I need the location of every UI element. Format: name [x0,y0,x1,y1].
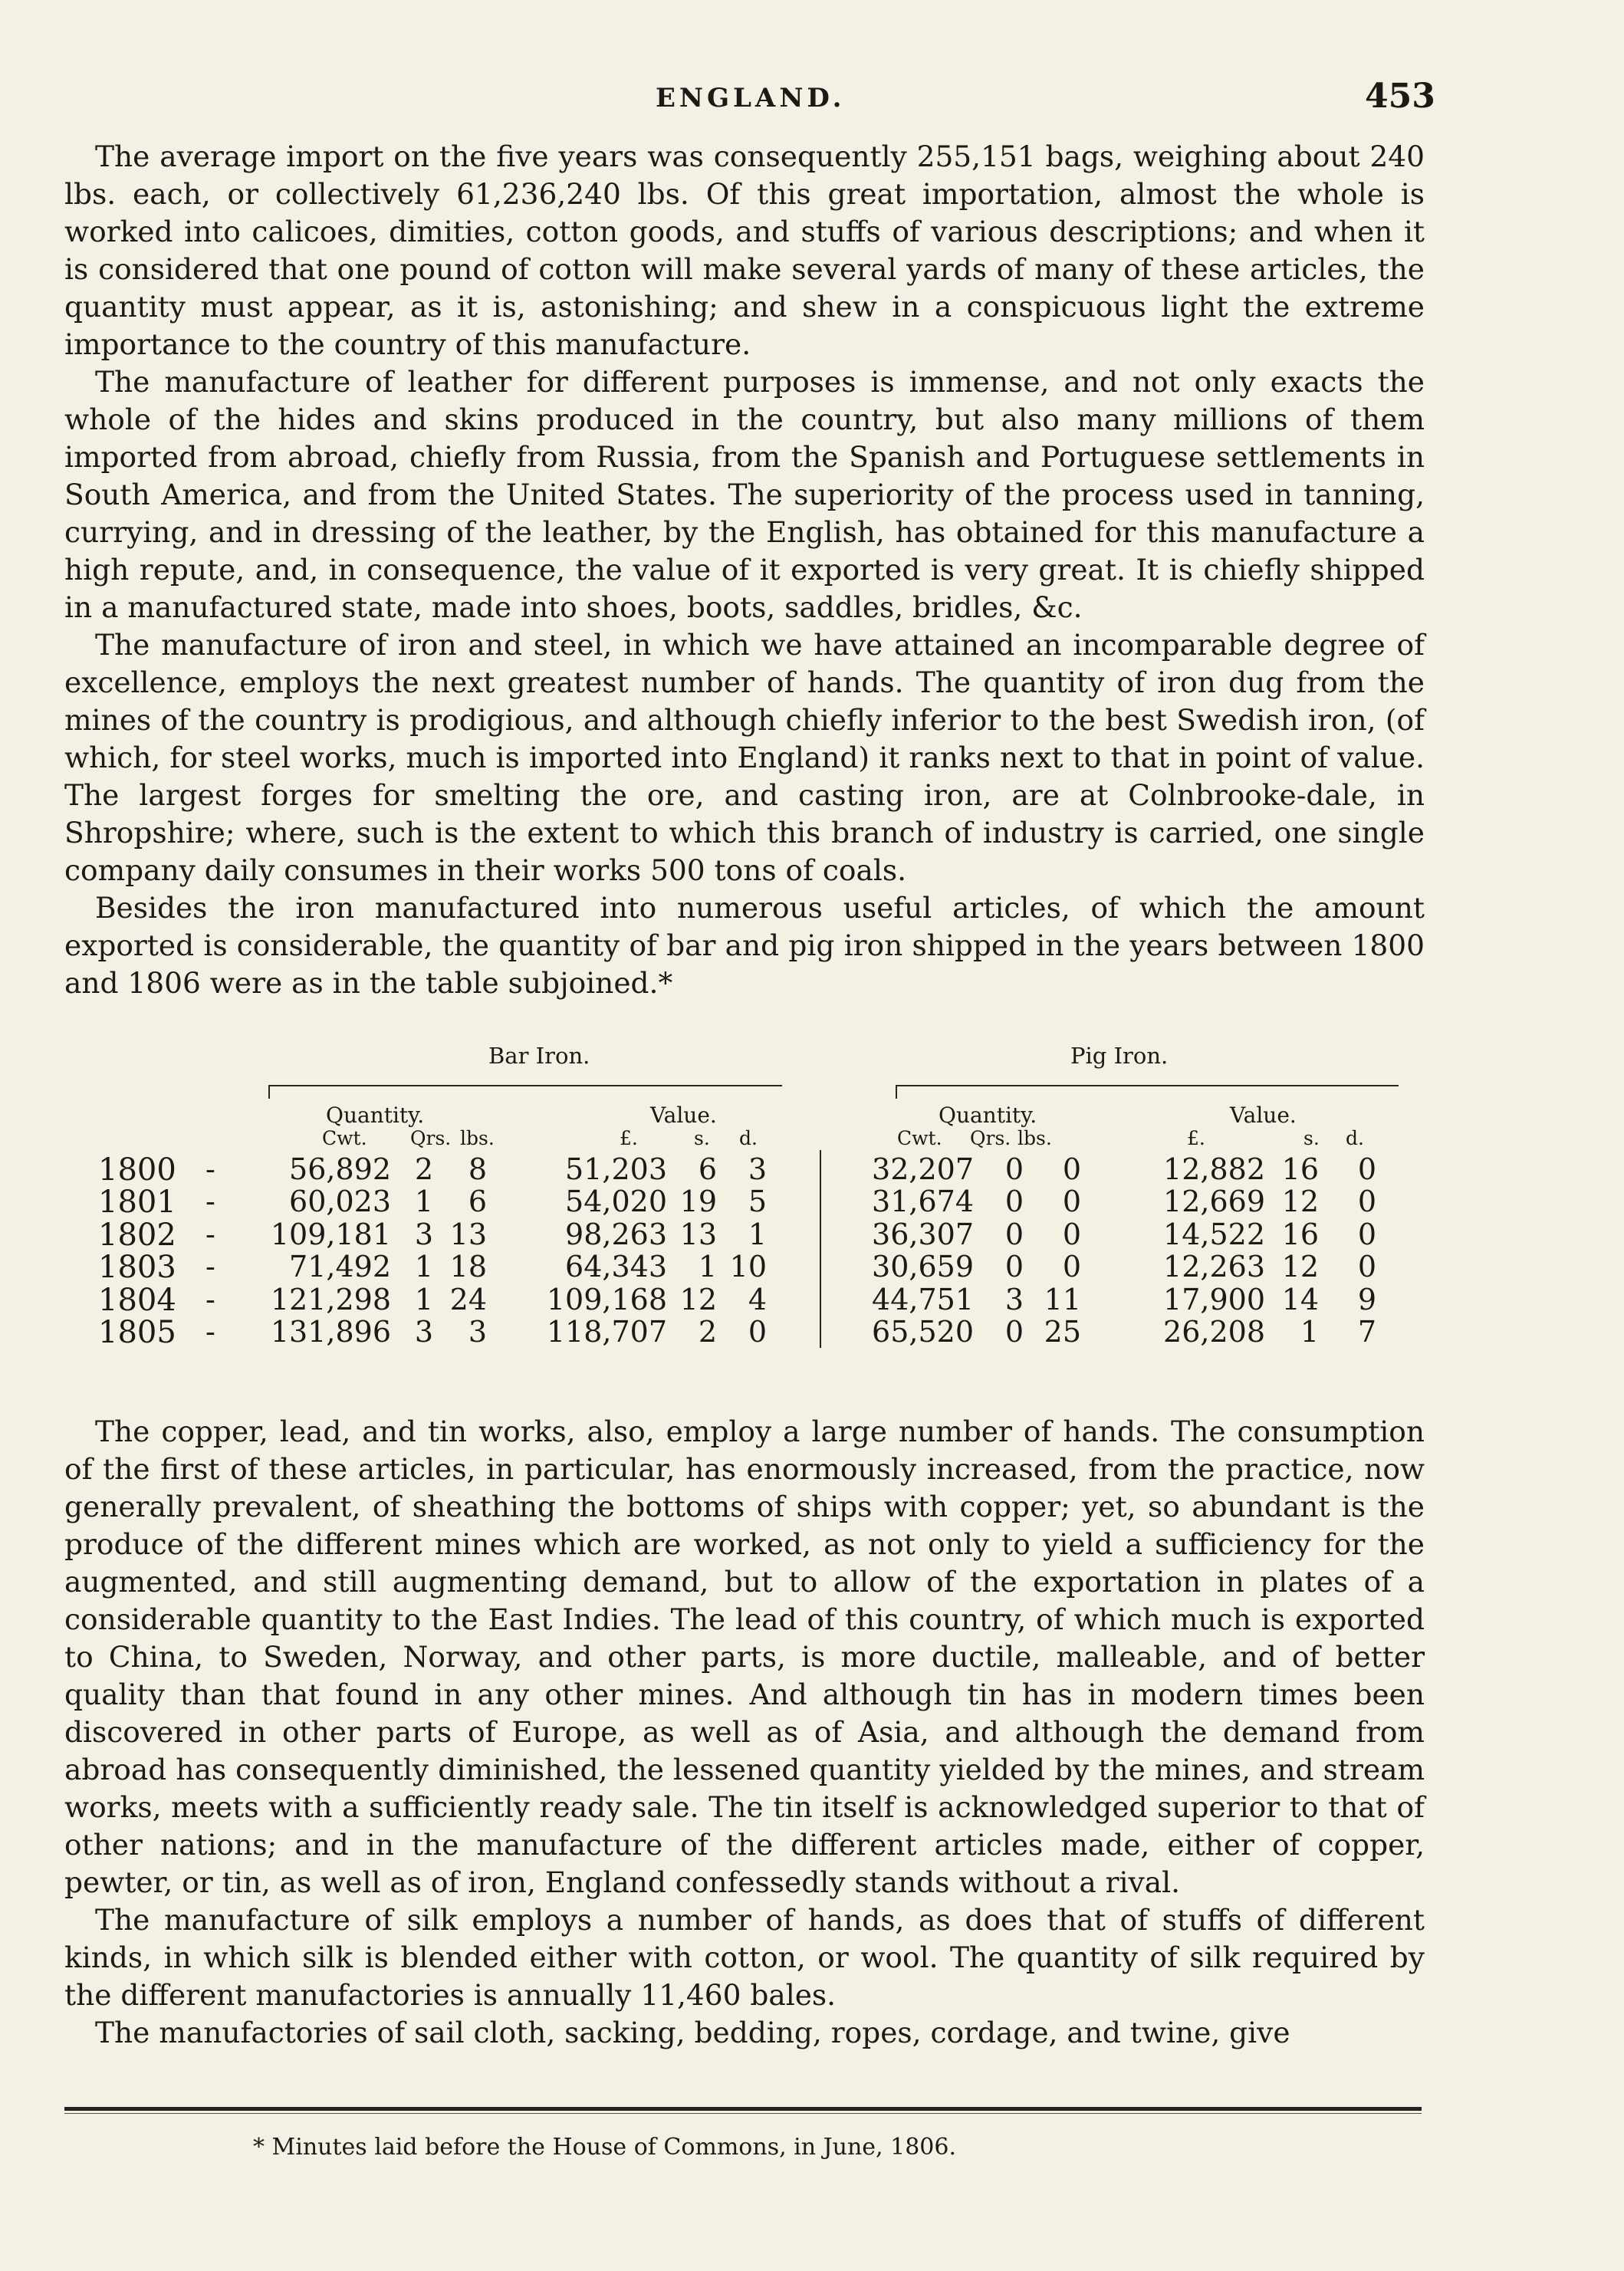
pig-qrs-cell: 0 [1004,1315,1024,1349]
bar-lbs-cell: 18 [449,1250,487,1284]
bar-cwt-cell: 56,892 [289,1152,391,1186]
pig-lbs-cell: 0 [1062,1217,1081,1251]
bar-shillings-cell: 13 [679,1217,717,1251]
footnote-rule [64,2107,1422,2111]
bar-qrs-cell: 2 [414,1152,433,1186]
bar-pence-cell: 0 [748,1315,767,1349]
bar-pounds-cell: 51,203 [565,1152,667,1186]
unit-cwt: Cwt. [322,1127,367,1149]
pig-pence-cell: 0 [1357,1185,1376,1219]
pig-value-heading: Value. [1230,1103,1297,1128]
paragraph: The manufacture of leather for different purposes is immense, and not only exacts the whole of the hides and skins produced in the country, but also many millions of them imported from abroad, chiefly from Russia, from the Spanish and Portuguese settlements in South America, and from the United States. The superiority of the process used in tanning, currying, and in dressing of the leather, by the English, has obtained for this manufacture a high repute, and, in consequence, the value of it exported is very great. It is chiefly shipped in a manufactured state, made into shoes, boots, saddles, bridles, &c. [64,365,1425,624]
unit-qrs: Qrs. [970,1127,1011,1149]
pig-qrs-cell: 0 [1004,1185,1024,1219]
brace-end [896,1085,909,1099]
dash-cell: - [205,1217,215,1251]
year-cell: 1805 [98,1315,176,1350]
unit-lbs: lbs. [1017,1127,1052,1149]
bar-lbs-cell: 13 [449,1217,487,1251]
pig-qrs-cell: 3 [1004,1282,1024,1316]
bar-shillings-cell: 19 [679,1185,717,1219]
pig-lbs-cell: 0 [1062,1250,1081,1284]
pig-lbs-cell: 0 [1062,1185,1081,1219]
pig-shillings-cell: 12 [1281,1185,1319,1219]
pig-shillings-cell: 12 [1281,1250,1319,1284]
pig-qrs-cell: 0 [1004,1250,1024,1284]
pig-pounds-cell: 14,522 [1163,1217,1265,1251]
pig-lbs-cell: 0 [1062,1152,1081,1186]
unit-pence: d. [739,1127,758,1149]
bar-lbs-cell: 24 [449,1282,487,1316]
footnote: * Minutes laid before the House of Commons, in June, 1806. [253,2134,956,2161]
bar-lbs-cell: 8 [468,1152,487,1186]
paragraph: Besides the iron manufactured into numerous useful articles, of which the amount exported is considerable, the quantity of bar and pig iron shipped in the years between 1800 and 1806 were as in the table subjoined.* [64,891,1425,1000]
page-number: 453 [1365,77,1435,116]
year-cell: 1801 [98,1185,176,1221]
bar-shillings-cell: 1 [698,1250,717,1284]
unit-pounds: £. [620,1127,638,1149]
bar-cwt-cell: 131,896 [270,1315,391,1349]
footnote-rule-thin [64,2113,1422,2114]
bar-pence-cell: 4 [748,1282,767,1316]
unit-shillings: s. [1303,1127,1320,1149]
bar-iron-heading: Bar Iron. [488,1043,590,1069]
bar-qrs-cell: 3 [414,1315,433,1349]
text-block-top [64,138,1425,1002]
pig-pounds-cell: 26,208 [1163,1315,1265,1349]
bar-qrs-cell: 1 [414,1185,433,1219]
bar-cwt-cell: 71,492 [289,1250,391,1284]
pig-shillings-cell: 16 [1281,1152,1319,1186]
unit-lbs: lbs. [460,1127,495,1149]
pig-cwt-cell: 31,674 [872,1185,974,1219]
pig-iron-brace [896,1085,1399,1086]
pig-shillings-cell: 14 [1281,1282,1319,1316]
pig-pence-cell: 9 [1357,1282,1376,1316]
bar-lbs-cell: 6 [468,1185,487,1219]
bar-pence-cell: 10 [729,1250,767,1284]
unit-qrs: Qrs. [410,1127,452,1149]
iron-export-table [0,1043,1624,1388]
year-cell: 1800 [98,1152,176,1188]
pig-pounds-cell: 12,882 [1163,1152,1265,1186]
year-cell: 1803 [98,1250,176,1286]
bar-pence-cell: 1 [748,1217,767,1251]
unit-cwt: Cwt. [897,1127,942,1149]
dash-cell: - [205,1152,215,1186]
pig-cwt-cell: 65,520 [872,1315,974,1349]
column-divider [820,1150,821,1348]
bar-pounds-cell: 109,168 [546,1282,667,1316]
unit-pence: d. [1346,1127,1364,1149]
pig-lbs-cell: 11 [1044,1282,1081,1316]
bar-cwt-cell: 60,023 [289,1185,391,1219]
paragraph: The manufacture of silk employs a number of hands, as does that of stuffs of different kinds, in which silk is blended either with cotton, or wool. The quantity of silk required by the different manufactories is annually 11,460 bales. [64,1903,1425,2012]
brace-end [268,1085,282,1099]
text-block-bottom [64,1413,1425,2052]
pig-pence-cell: 0 [1357,1217,1376,1251]
pig-lbs-cell: 25 [1044,1315,1081,1349]
bar-qrs-cell: 1 [414,1250,433,1284]
pig-shillings-cell: 1 [1300,1315,1319,1349]
pig-cwt-cell: 30,659 [872,1250,974,1284]
pig-cwt-cell: 32,207 [872,1152,974,1186]
bar-qrs-cell: 3 [414,1217,433,1251]
bar-pounds-cell: 98,263 [565,1217,667,1251]
bar-qrs-cell: 1 [414,1282,433,1316]
running-title: ENGLAND. [656,83,846,113]
bar-lbs-cell: 3 [468,1315,487,1349]
dash-cell: - [205,1185,215,1219]
pig-qrs-cell: 0 [1004,1217,1024,1251]
bar-quantity-heading: Quantity. [326,1103,425,1128]
year-cell: 1802 [98,1217,176,1253]
pig-pence-cell: 0 [1357,1250,1376,1284]
dash-cell: - [205,1250,215,1284]
bar-pence-cell: 3 [748,1152,767,1186]
pig-qrs-cell: 0 [1004,1152,1024,1186]
bar-pounds-cell: 64,343 [565,1250,667,1284]
pig-shillings-cell: 16 [1281,1217,1319,1251]
pig-cwt-cell: 44,751 [872,1282,974,1316]
pig-pounds-cell: 17,900 [1163,1282,1265,1316]
bar-cwt-cell: 121,298 [270,1282,391,1316]
bar-pounds-cell: 54,020 [565,1185,667,1219]
pig-quantity-heading: Quantity. [939,1103,1037,1128]
bar-pence-cell: 5 [748,1185,767,1219]
bar-value-heading: Value. [650,1103,717,1128]
paragraph: The average import on the five years was consequently 255,151 bags, weighing about 240 lbs. each, or collectively 61,236,240 lbs. Of this great importation, almost the whole is worked into calicoes, dimities, cotton goods, and stuffs of various descriptions; and when it is considered that one pound of cotton will make several yards of many of these articles, the quantity must appear, as it is, astonishing; and shew in a conspicuous light the extreme importance to the country of this manufacture. [64,140,1425,361]
pig-iron-heading: Pig Iron. [1070,1043,1169,1069]
pig-pounds-cell: 12,669 [1163,1185,1265,1219]
year-cell: 1804 [98,1282,176,1318]
paragraph: The copper, lead, and tin works, also, employ a large number of hands. The consumption of the first of these articles, in particular, has enormously increased, from the practice, now generally prevalent, of sheathing the bottoms of ships with copper; yet, so abundant is the produce of the different mines which are worked, as not only to yield a sufficiency for the augmented, and still augmenting demand, but to allow of the exportation in plates of a considerable quantity to the East Indies. The lead of this country, of which much is exported to China, to Sweden, Norway, and other parts, is more ductile, malleable, and of better quality than that found in any other mines. And although tin has in modern times been discovered in other parts of Europe, as well as of Asia, and although the demand from abroad has consequently diminished, the lessened quantity yielded by the mines, and stream works, meets with a sufficiently ready sale. The tin itself is acknowledged superior to that of other nations; and in the manufacture of the different articles made, either of copper, pewter, or tin, as well as of iron, England confessedly stands without a rival. [64,1415,1425,1899]
bar-shillings-cell: 12 [679,1282,717,1316]
bar-iron-brace [268,1085,782,1086]
pig-pounds-cell: 12,263 [1163,1250,1265,1284]
dash-cell: - [205,1282,215,1316]
paragraph: The manufacture of iron and steel, in which we have attained an incomparable degree of excellence, employs the next greatest number of hands. The quantity of iron dug from the mines of the country is prodigious, and although chiefly inferior to the best Swedish iron, (of which, for steel works, much is imported into England) it ranks next to that in point of value. The largest forges for smelting the ore, and casting iron, are at Colnbrooke-dale, in Shropshire; where, such is the extent to which this branch of industry is carried, one single company daily consumes in their works 500 tons of coals. [64,628,1425,887]
pig-cwt-cell: 36,307 [872,1217,974,1251]
dash-cell: - [205,1315,215,1349]
paragraph: The manufactories of sail cloth, sacking, bedding, ropes, cordage, and twine, give [95,2016,1290,2049]
pig-pence-cell: 7 [1357,1315,1376,1349]
bar-shillings-cell: 2 [698,1315,717,1349]
unit-pounds: £. [1187,1127,1205,1149]
unit-shillings: s. [694,1127,710,1149]
bar-pounds-cell: 118,707 [546,1315,667,1349]
bar-shillings-cell: 6 [698,1152,717,1186]
bar-cwt-cell: 109,181 [270,1217,391,1251]
pig-pence-cell: 0 [1357,1152,1376,1186]
